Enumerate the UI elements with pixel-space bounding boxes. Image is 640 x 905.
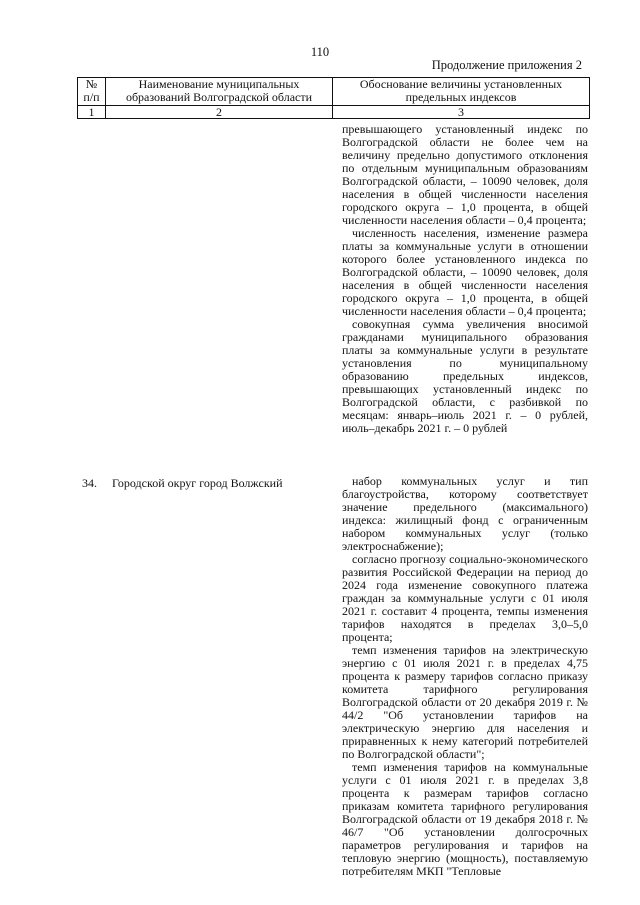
header-number: № п/п bbox=[78, 78, 106, 106]
entry-number: 34. bbox=[82, 476, 97, 490]
paragraph: совокупная сумма увеличения вносимой гражданами муниципального образования платы за коммунальные услуги в результате установления по муниципальному образованию предельных индексов, превышающих установленный индекс по Волгоградской области, с разбивкой по месяцам: январь–июль 2021 г. – 0 рублей, июль–декабрь 2021 г. – 0 рублей bbox=[342, 317, 588, 435]
paragraph: темп изменения тарифов на коммунальные услуги с 01 июля 2021 г. в пределах 3,8 процента к размерам тарифов согласно приказам комитета тарифного регулирования Волгоградской области от 19 декабря 2018 г. № 46/7 "Об установлении долгосрочных параметров регулирования и тарифов на тепловую энергию (мощность), поставляемую потребителям МКП "Тепловые bbox=[342, 760, 588, 878]
municipality-name: Городской округ город Волжский bbox=[112, 476, 283, 490]
table-header bbox=[77, 77, 590, 119]
column-number-2: 2 bbox=[106, 106, 333, 119]
paragraph: превышающего установленный индекс по Волгоградской области не более чем на величину предельно допустимого отклонения по отдельным муниципальным образованиям Волгоградской области, – 10090 человек, доля населения в общей численности населения городского округа – 1,0 процента, в общей численности населения области – 0,4 процента; bbox=[342, 122, 588, 227]
header-justification: Обоснование величины установленных предельных индексов bbox=[333, 78, 590, 106]
paragraph: темп изменения тарифов на электрическую энергию с 01 июля 2021 г. в пределах 4,75 процента к размеру тарифов согласно приказу комитета тарифного регулирования Волгоградской области от 20 декабря 2019 г. № 44/2 "Об установлении тарифов на электрическую энергию для населения и приравненных к нему категорий потребителей по Волгоградской области"; bbox=[342, 643, 588, 761]
paragraph: согласно прогнозу социально-экономического развития Российской Федерации на период до 2024 года изменение совокупного платежа граждан за коммунальные услуги с 01 июля 2021 г. составит 4 процента, темпы изменения тарифов находятся в пределах 3,0–5,0 процента; bbox=[342, 552, 588, 644]
column-number-1: 1 bbox=[78, 106, 106, 119]
justification-block-34 bbox=[342, 475, 588, 878]
paragraph: набор коммунальных услуг и тип благоустройства, которому соответствует значение предельного (максимального) индекса: жилищный фонд с ограниченным набором коммунальных услуг (только электроснабжение); bbox=[342, 474, 588, 553]
header-municipality: Наименование муниципальных образований Волгоградской области bbox=[106, 78, 333, 106]
page-number: 110 bbox=[310, 45, 330, 59]
paragraph: численность населения, изменение размера платы за коммунальные услуги в отношении которого более установленного индекса по Волгоградской области, – 10090 человек, доля населения в общей численности населения городского округа – 1,0 процента, в общей численности населения области – 0,4 процента; bbox=[342, 226, 588, 318]
continuation-label: Продолжение приложения 2 bbox=[431, 58, 582, 72]
column-number-3: 3 bbox=[333, 106, 590, 119]
justification-block-continued bbox=[342, 123, 588, 435]
